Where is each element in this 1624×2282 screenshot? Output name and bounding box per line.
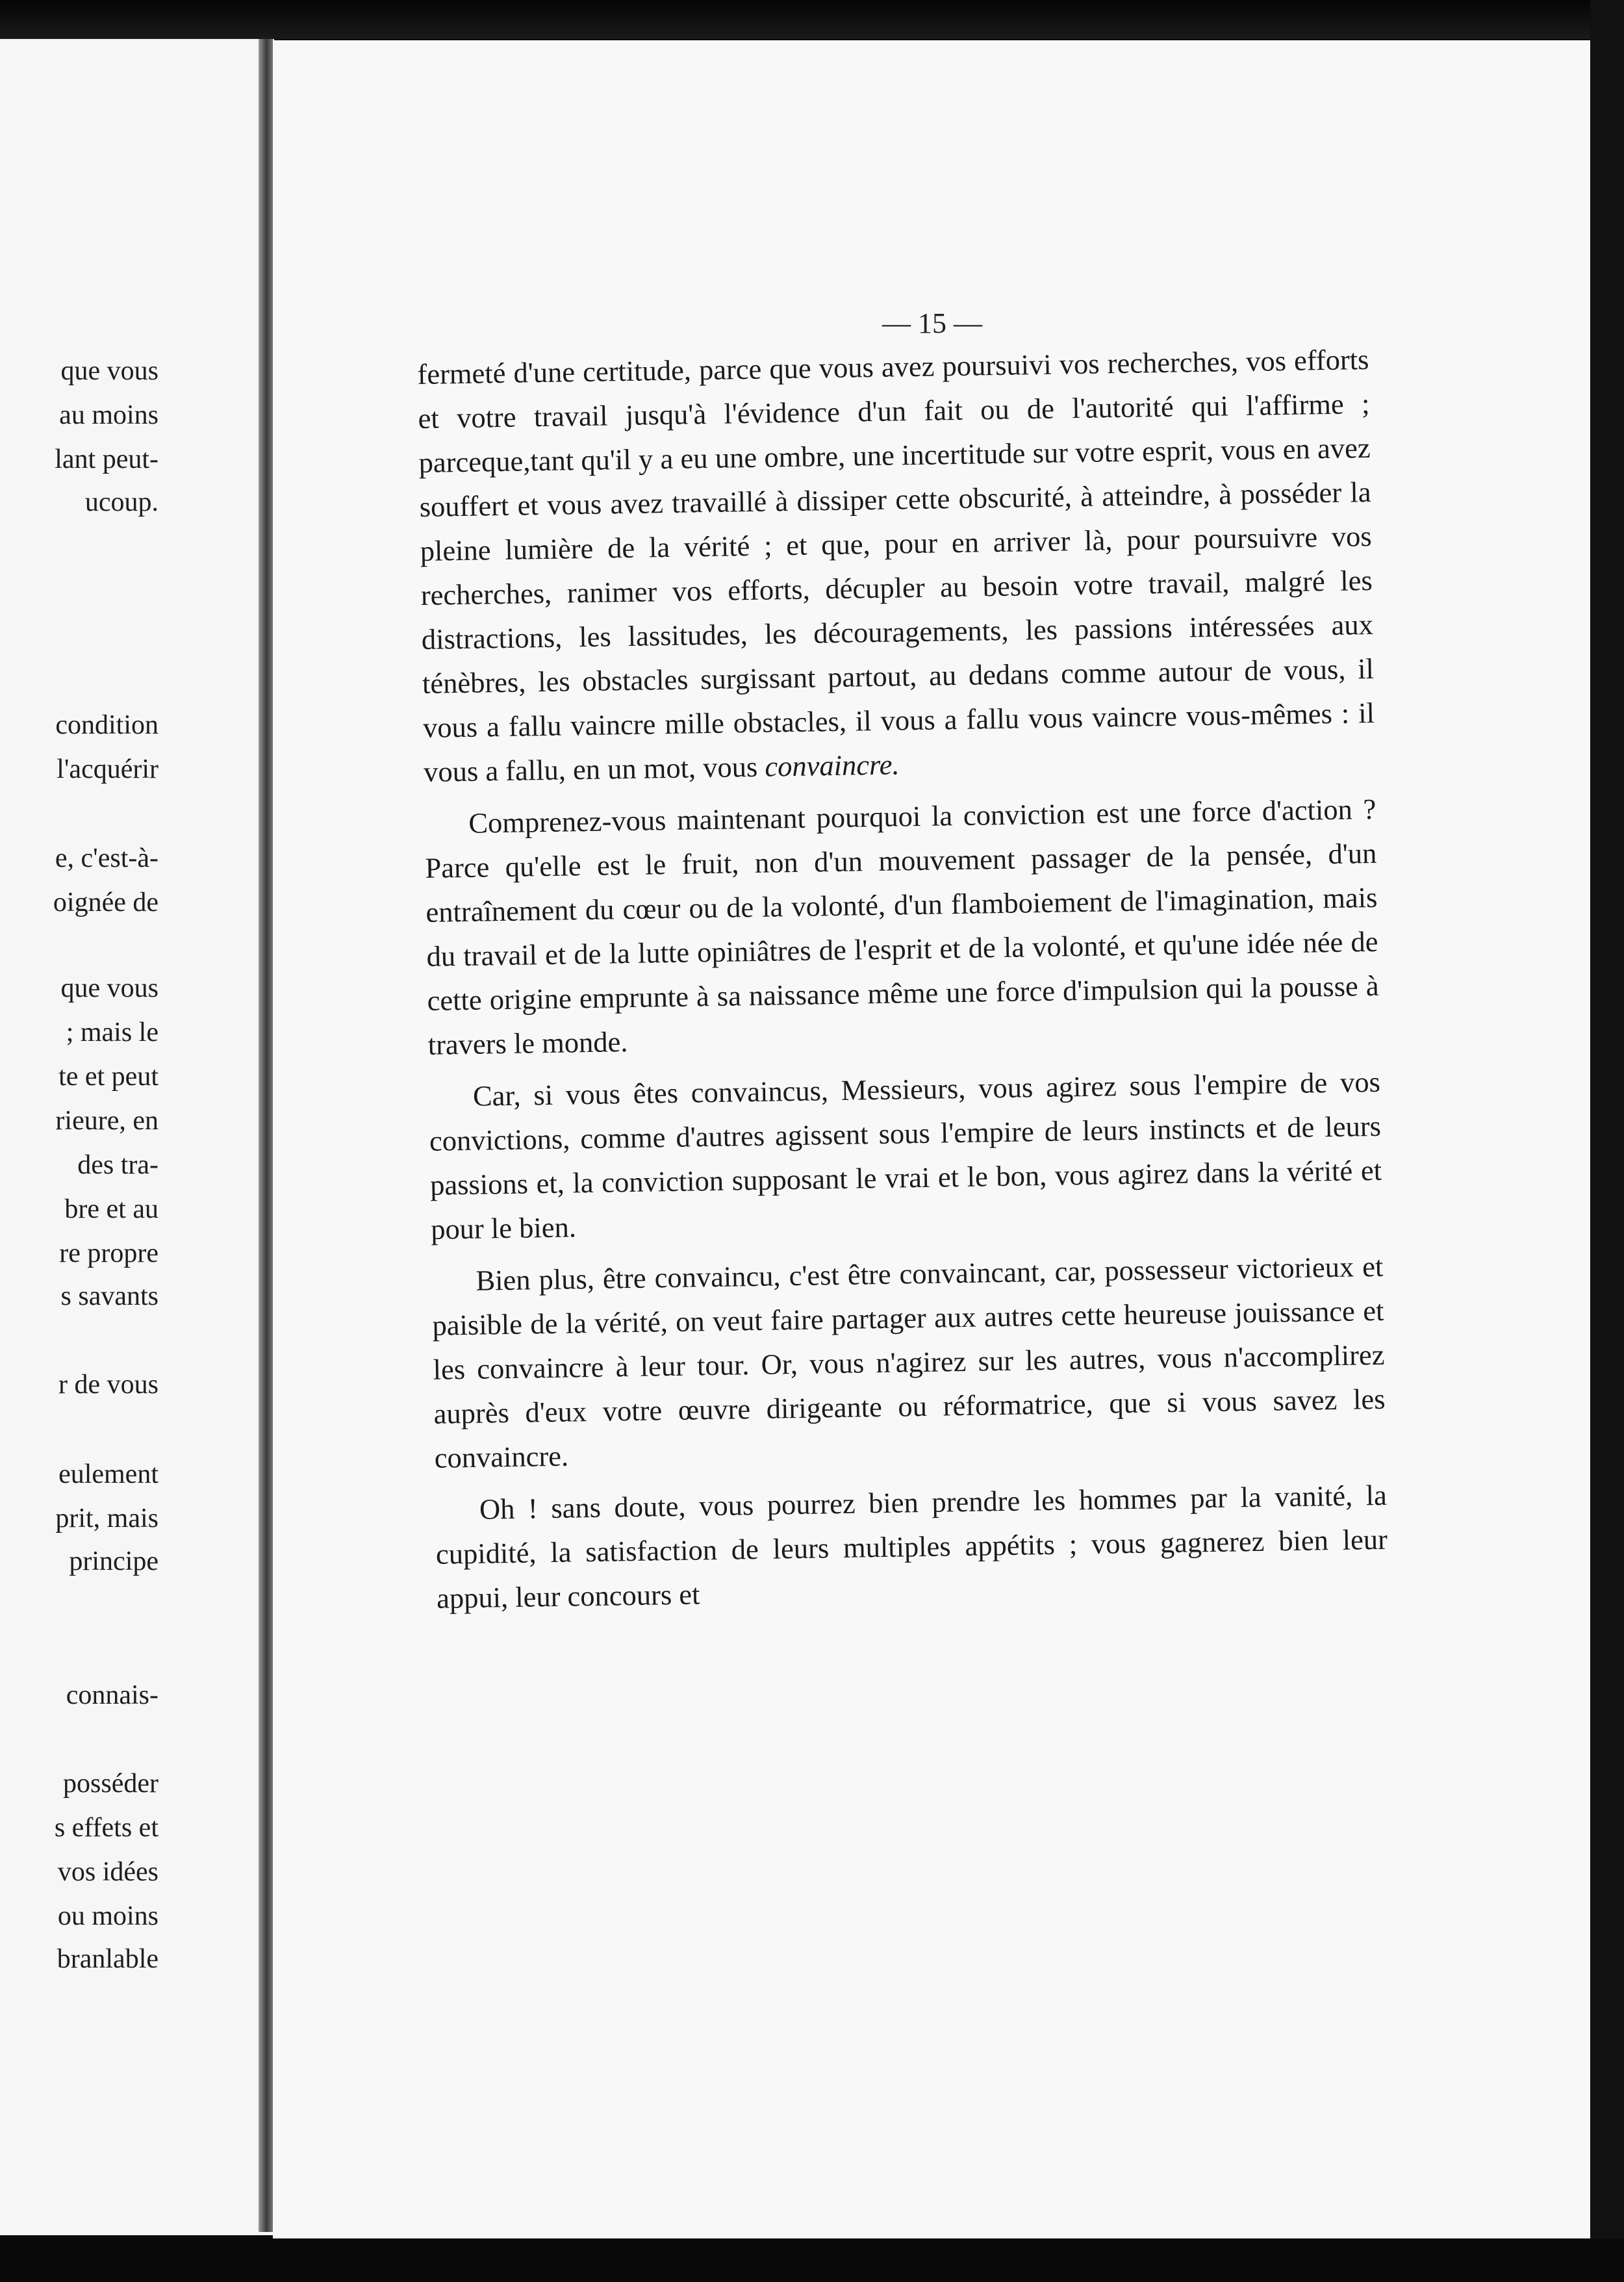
left-fragment: bre et au xyxy=(64,1194,159,1224)
scan-top-border xyxy=(0,0,1624,39)
left-fragment: ucoup. xyxy=(84,487,159,517)
paragraph-italic-text: convaincre. xyxy=(764,748,900,783)
left-fragment: te et peut xyxy=(58,1062,159,1092)
paragraph xyxy=(417,337,1376,794)
paragraph-text: fermeté d'une certitude, parce que vous avez poursuivi vos recherches, vos efforts et votre travail jusqu'à l'évidence d'un fait ou de l'autorité qui l'affirme ; parceque,tant qu'il y a eu une ombre, une incertitude sur votre esprit, vous en avez souffert et vous avez travaillé à dissiper cette obscurité, à atteindre, à posséder la pleine lumière de la vérité ; et que, pour en arriver là, pour poursuivre vos recherches, ranimer vos efforts, décupler au besoin votre travail, malgré les distractions, les lassitudes, les découragements, les passions intéressées aux ténèbres, les obstacles surgissant partout, au dedans comme autour de vous, il vous a fallu vaincre mille obstacles, il vous a fallu vous vaincre vous-mêmes : il vous a fallu, en un mot, vous xyxy=(417,342,1375,788)
body-text xyxy=(417,337,1389,1628)
left-fragment: branlable xyxy=(57,1944,159,1974)
left-page xyxy=(0,39,274,2235)
paragraph: Bien plus, être convaincu, c'est être convaincant, car, possesseur victorieux et paisible de la vérité, on veut faire partager aux autres cette heureuse jouissance et les convaincre à leur tour. Or, vous n'agirez sur les autres, vous n'accomplirez auprès d'eux votre œuvre dirigeante ou réformatrice, que si vous savez les convaincre. xyxy=(432,1250,1386,1474)
left-fragment: re propre xyxy=(59,1238,159,1268)
left-fragment: que vous xyxy=(60,973,159,1003)
left-fragment: oignée de xyxy=(53,888,159,917)
book-gutter xyxy=(259,39,273,2232)
paragraph: Oh ! sans doute, vous pourrez bien prendre les hommes par la vanité, la cupidité, la satisfaction de leurs multiples appétits ; vous gagnerez bien leur appui, leur concours et xyxy=(435,1478,1388,1615)
left-fragment: e, c'est-à- xyxy=(55,843,159,873)
paragraph: Car, si vous êtes convaincus, Messieurs, vous agirez sous l'empire de vos convictions, comme d'autres agissent sous l'empire de leurs instincts et de leurs passions et, la conviction supposant le vrai et le bon, vous agirez dans la vérité et pour le bien. xyxy=(429,1065,1382,1246)
left-fragment: lant peut- xyxy=(55,444,159,474)
left-fragment: au moins xyxy=(59,400,159,430)
left-fragment: s savants xyxy=(60,1281,159,1311)
left-fragment: rieure, en xyxy=(55,1106,159,1136)
page-number: — 15 — xyxy=(882,307,982,339)
left-fragment: que vous xyxy=(60,356,159,386)
left-fragment: principe xyxy=(69,1546,159,1576)
left-fragment: ou moins xyxy=(57,1901,159,1931)
left-fragment: l'acquérir xyxy=(57,754,159,784)
left-fragment: r de vous xyxy=(58,1370,159,1400)
left-fragment: prit, mais xyxy=(55,1504,159,1533)
left-fragment: vos idées xyxy=(57,1857,159,1887)
left-fragment: des tra- xyxy=(77,1150,159,1180)
left-fragment: connais- xyxy=(66,1680,159,1710)
left-fragment: posséder xyxy=(63,1769,159,1799)
left-fragment: ; mais le xyxy=(66,1018,159,1047)
scan-bottom-border xyxy=(0,2238,1624,2282)
left-fragment: condition xyxy=(55,710,159,740)
paragraph: Comprenez-vous maintenant pourquoi la conviction est une force d'action ? Parce qu'elle est le fruit, non d'un mouvement passager de la pensée, d'un entraînement du cœur ou de la volonté, d'un flamboiement de l'imagination, mais du travail et de la lutte opiniâtres de l'esprit et de la volonté, et qu'une idée née de cette origine emprunte à sa naissance même une force d'impulsion qui la pousse à travers le monde. xyxy=(425,792,1379,1061)
scan-right-border xyxy=(1590,0,1624,2282)
left-fragment: eulement xyxy=(58,1459,159,1489)
left-fragment: s effets et xyxy=(54,1813,159,1843)
main-page xyxy=(273,40,1592,2238)
